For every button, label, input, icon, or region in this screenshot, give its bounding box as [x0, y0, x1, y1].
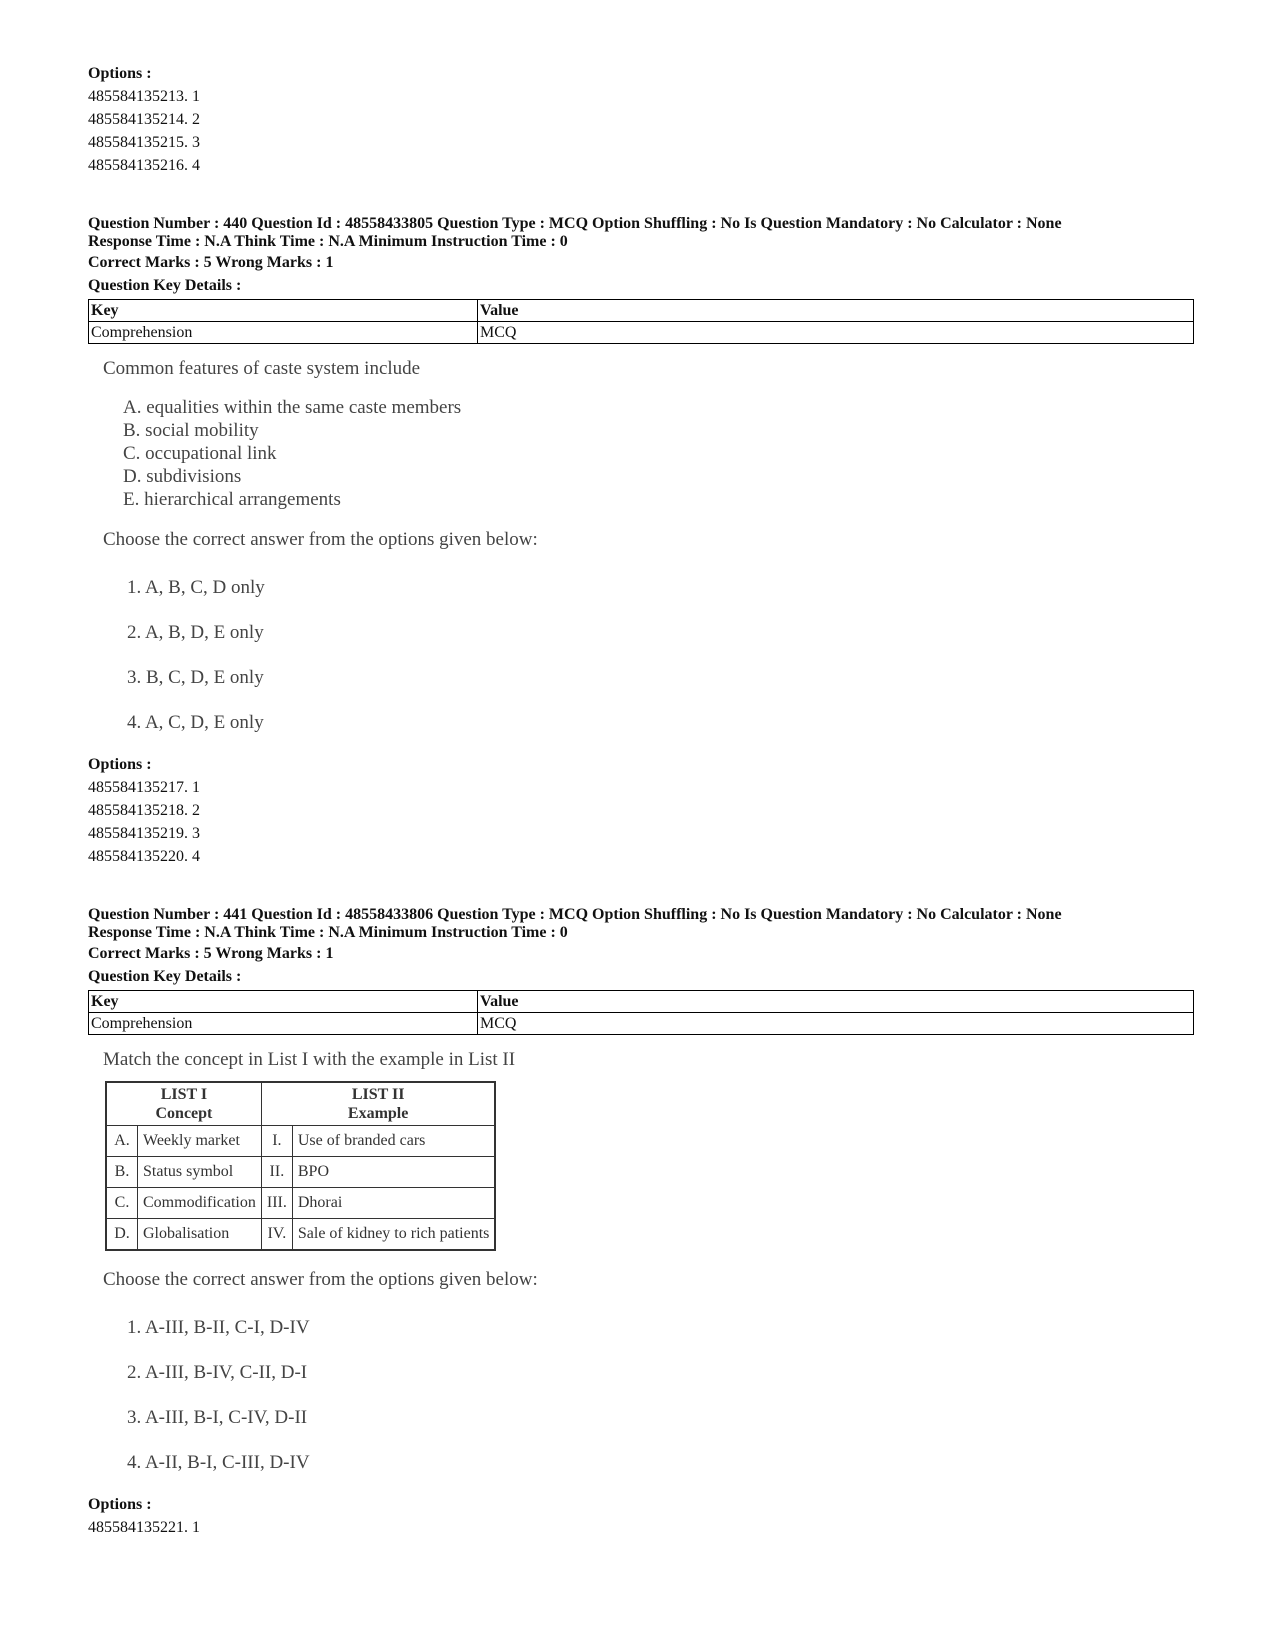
question-timing: Response Time : N.A Think Time : N.A Minimum Instruction Time : 0	[88, 924, 568, 941]
concept-cell: Globalisation	[138, 1219, 262, 1251]
option-item: 485584135218. 2	[88, 802, 200, 819]
question-timing: Response Time : N.A Think Time : N.A Minimum Instruction Time : 0	[88, 233, 568, 250]
answer-choice: 4. A, C, D, E only	[127, 712, 264, 733]
statement: C. occupational link	[123, 443, 277, 464]
example-cell: BPO	[292, 1157, 495, 1188]
concept-cell: Status symbol	[138, 1157, 262, 1188]
document-page	[88, 62, 1188, 1539]
options-label: Options :	[88, 1496, 152, 1513]
key-header: Key	[89, 300, 478, 322]
question-440	[88, 215, 1188, 868]
answer-choice: 2. A, B, D, E only	[127, 622, 264, 643]
list2-numeral: IV.	[261, 1219, 292, 1251]
option-item: 485584135214. 2	[88, 111, 200, 128]
match-row	[106, 1157, 495, 1188]
value-header: Value	[478, 300, 1194, 322]
statement-list	[123, 396, 1188, 511]
top-options	[88, 62, 1188, 177]
match-table	[105, 1081, 496, 1251]
statement: E. hierarchical arrangements	[123, 489, 341, 510]
list1-letter: A.	[106, 1126, 138, 1157]
list2-numeral: III.	[261, 1188, 292, 1219]
question-441	[88, 906, 1188, 1539]
match-row	[106, 1188, 495, 1219]
example-cell: Sale of kidney to rich patients	[292, 1219, 495, 1251]
concept-cell: Commodification	[138, 1188, 262, 1219]
option-item: 485584135219. 3	[88, 825, 200, 842]
question-key-details-label: Question Key Details :	[88, 968, 242, 985]
answer-list	[127, 565, 1188, 745]
match-row	[106, 1126, 495, 1157]
answer-choice: 2. A-III, B-IV, C-II, D-I	[127, 1362, 308, 1383]
list1-letter: D.	[106, 1219, 138, 1251]
question-stem: Match the concept in List I with the example in List II	[103, 1049, 516, 1070]
key-header: Key	[89, 991, 478, 1013]
key-cell: Comprehension	[89, 1013, 478, 1035]
list1-letter: C.	[106, 1188, 138, 1219]
statement: A. equalities within the same caste members	[123, 397, 462, 418]
question-marks: Correct Marks : 5 Wrong Marks : 1	[88, 945, 334, 962]
key-cell: Comprehension	[89, 322, 478, 344]
key-value-table	[88, 299, 1194, 344]
value-cell: MCQ	[478, 322, 1194, 344]
example-cell: Use of branded cars	[292, 1126, 495, 1157]
list2-header	[261, 1082, 495, 1126]
option-item: 485584135221. 1	[88, 1519, 200, 1536]
question-options	[88, 1493, 1188, 1539]
options-label: Options :	[88, 65, 152, 82]
concept-cell: Weekly market	[138, 1126, 262, 1157]
value-header: Value	[478, 991, 1194, 1013]
option-item: 485584135216. 4	[88, 157, 200, 174]
list2-subtitle: Example	[347, 1105, 409, 1122]
list1-letter: B.	[106, 1157, 138, 1188]
question-meta: Question Number : 440 Question Id : 48558433805 Question Type : MCQ Option Shuffling : No Is Question Mandatory : No Calculator : None	[88, 215, 1062, 232]
choose-instruction: Choose the correct answer from the options given below:	[103, 1269, 538, 1290]
option-item: 485584135213. 1	[88, 88, 200, 105]
example-cell: Dhorai	[292, 1188, 495, 1219]
answer-choice: 1. A, B, C, D only	[127, 577, 265, 598]
option-item: 485584135215. 3	[88, 134, 200, 151]
option-item: 485584135220. 4	[88, 848, 200, 865]
answer-choice: 3. A-III, B-I, C-IV, D-II	[127, 1407, 308, 1428]
list2-numeral: II.	[261, 1157, 292, 1188]
list1-title: LIST I	[160, 1086, 208, 1103]
key-value-table	[88, 990, 1194, 1035]
option-item: 485584135217. 1	[88, 779, 200, 796]
list2-title: LIST II	[351, 1086, 405, 1103]
answer-choice: 3. B, C, D, E only	[127, 667, 264, 688]
options-label: Options :	[88, 756, 152, 773]
list1-header	[106, 1082, 261, 1126]
answer-list	[127, 1305, 1188, 1485]
statement: B. social mobility	[123, 420, 259, 441]
answer-choice: 1. A-III, B-II, C-I, D-IV	[127, 1317, 310, 1338]
statement: D. subdivisions	[123, 466, 242, 487]
question-body	[103, 358, 1188, 745]
answer-choice: 4. A-II, B-I, C-III, D-IV	[127, 1452, 310, 1473]
match-row	[106, 1219, 495, 1251]
list1-subtitle: Concept	[155, 1105, 213, 1122]
value-cell: MCQ	[478, 1013, 1194, 1035]
question-options	[88, 753, 1188, 868]
question-body	[103, 1049, 1188, 1485]
question-marks: Correct Marks : 5 Wrong Marks : 1	[88, 254, 334, 271]
question-meta: Question Number : 441 Question Id : 48558433806 Question Type : MCQ Option Shuffling : No Is Question Mandatory : No Calculator : None	[88, 906, 1062, 923]
question-key-details-label: Question Key Details :	[88, 277, 242, 294]
question-stem: Common features of caste system include	[103, 358, 421, 379]
choose-instruction: Choose the correct answer from the options given below:	[103, 529, 538, 550]
list2-numeral: I.	[261, 1126, 292, 1157]
